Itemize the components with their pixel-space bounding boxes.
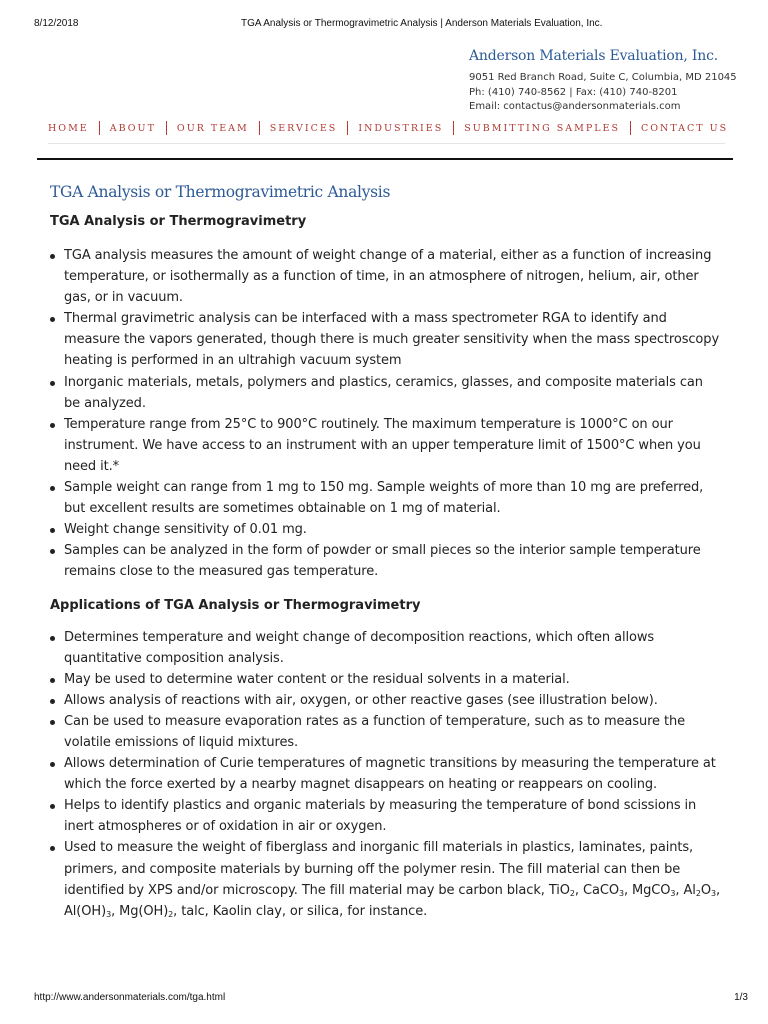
company-phone-fax: Ph: (410) 740-8562 | Fax: (410) 740-8201 bbox=[469, 86, 678, 98]
page-number: 1/3 bbox=[734, 992, 748, 1003]
nav-separator bbox=[259, 121, 260, 135]
nav-separator bbox=[347, 121, 348, 135]
print-page-title: TGA Analysis or Thermogravimetric Analysis | Anderson Materials Evaluation, Inc. bbox=[241, 18, 603, 29]
applications-bullet-list bbox=[50, 627, 720, 922]
print-date: 8/12/2018 bbox=[34, 18, 79, 29]
nav-separator bbox=[453, 121, 454, 135]
section-heading-tga: TGA Analysis or Thermogravimetry bbox=[50, 214, 307, 229]
formula-caco3: CaCO$_3$ bbox=[583, 882, 624, 898]
nav-services[interactable]: SERVICES bbox=[269, 122, 338, 134]
nav-about[interactable]: ABOUT bbox=[109, 122, 156, 134]
list-item: Allows analysis of reactions with air, oxygen, or other reactive gases (see illustration below). bbox=[50, 690, 720, 711]
list-item: May be used to determine water content or the residual solvents in a material. bbox=[50, 669, 720, 690]
nav-divider bbox=[48, 143, 725, 144]
formula-mgoh2: $Mg(OH)_2$ bbox=[119, 903, 174, 919]
nav-our-team[interactable]: OUR TEAM bbox=[176, 122, 249, 134]
section-heading-applications: Applications of TGA Analysis or Thermogravimetry bbox=[50, 597, 421, 613]
company-address: 9051 Red Branch Road, Suite C, Columbia, MD 21045 bbox=[469, 72, 737, 83]
formula-al2o3: $Al_2O_3$ bbox=[683, 882, 716, 898]
nav-separator bbox=[99, 121, 100, 135]
list-item: Allows determination of Curie temperatures of magnetic transitions by measuring the temperature at which the force exerted by a nearby magnet disappears on heating or reappears on cooling. bbox=[50, 753, 720, 795]
formula-aloh3: $Al(OH)_3$ bbox=[64, 903, 112, 919]
tga-bullet-list bbox=[50, 245, 720, 583]
fill-materials-text: Used to measure the weight of fiberglass and inorganic fill materials in plastics, laminates, paints, primers, and composite materials by burning off the polymer resin. The fill material can then be identified by XPS and/or microscopy. The fill material may be carbon black, bbox=[64, 840, 694, 898]
header-divider bbox=[37, 158, 733, 160]
formula-mgco3: MgCO$_3$ bbox=[632, 882, 676, 898]
page-url[interactable]: http://www.andersonmaterials.com/tga.html bbox=[34, 992, 226, 1003]
company-email[interactable]: Email: contactus@andersonmaterials.com bbox=[469, 101, 681, 112]
company-name[interactable]: Anderson Materials Evaluation, Inc. bbox=[469, 48, 718, 64]
list-item-fill-materials: Used to measure the weight of fiberglass and inorganic fill materials in plastics, laminates, paints, primers, and composite materials by burning off the polymer resin. The fill material can then be identified by XPS and/or microscopy. The fill material may be carbon black, TiO$_2$, CaCO$_3$, MgCO$_3$, $Al_2O_3$, $Al(OH)_3$, $Mg(OH)_2$, talc, Kaolin clay, or silica, for instance. bbox=[50, 837, 720, 921]
list-item: Temperature range from 25°C to 900°C routinely. The maximum temperature is 1000°C on our instrument. We have access to an instrument with an upper temperature limit of 1500°C when you need it.* bbox=[50, 414, 720, 477]
nav-separator bbox=[166, 121, 167, 135]
list-item: Can be used to measure evaporation rates as a function of temperature, such as to measure the volatile emissions of liquid mixtures. bbox=[50, 711, 720, 753]
nav-submitting-samples[interactable]: SUBMITTING SAMPLES bbox=[464, 122, 620, 134]
nav-separator bbox=[630, 121, 631, 135]
formula-tio2: TiO$_2$ bbox=[548, 882, 575, 898]
fill-materials-text-end: , talc, Kaolin clay, or silica, for instance. bbox=[173, 903, 428, 919]
page-title: TGA Analysis or Thermogravimetric Analysis bbox=[50, 183, 391, 201]
list-item: Helps to identify plastics and organic materials by measuring the temperature of bond scissions in inert atmospheres or of oxidation in air or oxygen. bbox=[50, 795, 720, 837]
list-item: Determines temperature and weight change of decomposition reactions, which often allows quantitative composition analysis. bbox=[50, 627, 720, 669]
list-item: TGA analysis measures the amount of weight change of a material, either as a function of increasing temperature, or isothermally as a function of time, in an atmosphere of nitrogen, helium, air, other gas, or in vacuum. bbox=[50, 245, 720, 308]
main-nav bbox=[48, 121, 728, 135]
nav-industries[interactable]: INDUSTRIES bbox=[358, 122, 444, 134]
company-info bbox=[469, 48, 737, 115]
main-content bbox=[50, 183, 720, 922]
list-item: Inorganic materials, metals, polymers and plastics, ceramics, glasses, and composite materials can be analyzed. bbox=[50, 372, 720, 414]
list-item: Weight change sensitivity of 0.01 mg. bbox=[50, 519, 720, 540]
list-item: Thermal gravimetric analysis can be interfaced with a mass spectrometer RGA to identify and measure the vapors generated, though there is much greater sensitivity when the mass spectroscopy heating is performed in an ultrahigh vacuum system bbox=[50, 308, 720, 371]
nav-contact-us[interactable]: CONTACT US bbox=[640, 122, 729, 134]
list-item: Sample weight can range from 1 mg to 150 mg. Sample weights of more than 10 mg are preferred, but excellent results are sometimes obtainable on 1 mg of material. bbox=[50, 477, 720, 519]
list-item: Samples can be analyzed in the form of powder or small pieces so the interior sample temperature remains close to the measured gas temperature. bbox=[50, 540, 720, 582]
nav-home[interactable]: HOME bbox=[48, 122, 89, 134]
